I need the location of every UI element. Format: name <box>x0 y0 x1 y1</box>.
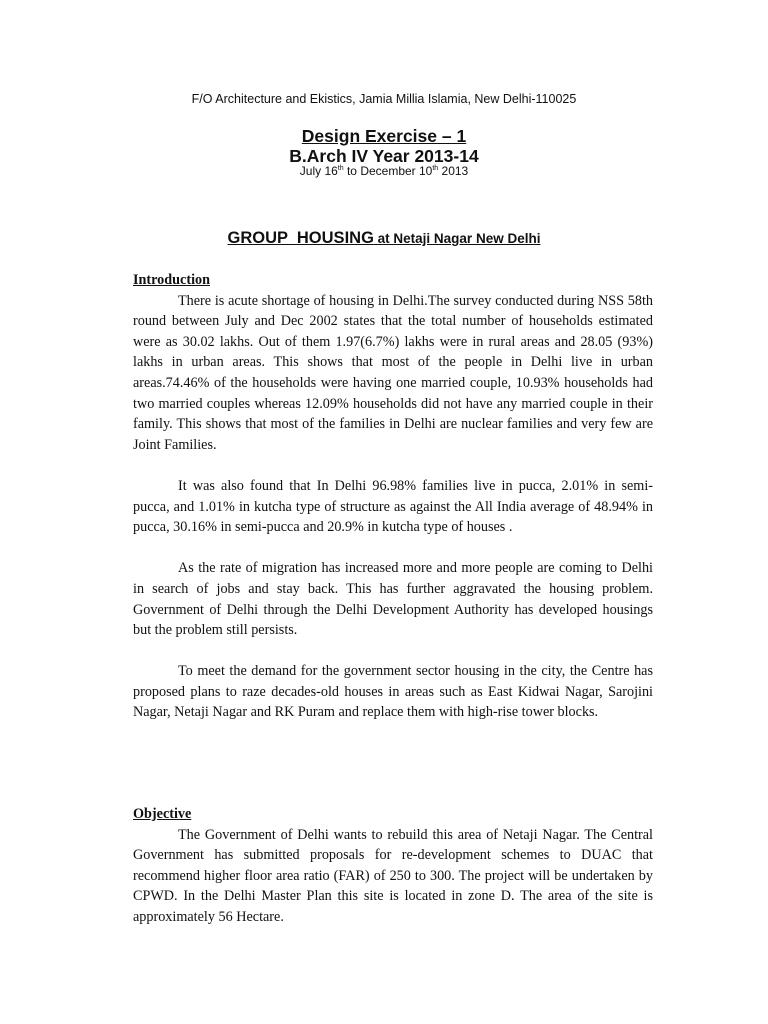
institution-header: F/O Architecture and Ekistics, Jamia Millia Islamia, New Delhi-110025 <box>191 92 577 106</box>
course-year: B.Arch IV Year 2013-14 <box>289 146 479 166</box>
project-title <box>0 229 768 248</box>
dates-end-superscript: th <box>432 165 439 172</box>
dates-prefix: July 16 <box>299 164 338 178</box>
project-title-main: GROUP HOUSING <box>227 229 374 247</box>
project-title-location: at Netaji Nagar New Delhi <box>373 231 541 246</box>
introduction-paragraph: There is acute shortage of housing in Delhi.The survey conducted during NSS 58th round between July and Dec 2002 states that the total number of households estimated were as 30.02 lakhs. Out of them 1.97(6.7%) lakhs were in rural areas and 28.05 (93%) lakhs in urban areas. This shows that most of the people in Delhi live in urban areas.74.46% of the households were having one married couple, 10.93% households had two married couples whereas 12.09% households did not have any married couple in their family. This shows that most of the families in Delhi are nuclear families and very few are Joint Families. <box>133 292 653 453</box>
introduction-paragraph: It was also found that In Delhi 96.98% families live in pucca, 2.01% in semi-pucca, and 1.01% in kutcha type of structure as against the All India average of 48.94% in pucca, 30.16% in semi-pucca and 20.9% in kutcha type of houses . <box>133 477 653 536</box>
introduction-paragraph: As the rate of migration has increased more and more people are coming to Delhi in search of jobs and stay back. This has further aggravated the housing problem. Government of Delhi through the Delhi Development Authority has developed housings but the problem still persists. <box>133 560 653 639</box>
objective-section <box>133 804 653 928</box>
exercise-dates <box>0 164 768 178</box>
dates-middle: to December 10 <box>343 164 433 178</box>
dates-start-superscript: th <box>337 165 344 172</box>
introduction-paragraph: To meet the demand for the government sector housing in the city, the Centre has proposed plans to raze decades-old houses in areas such as East Kidwai Nagar, Sarojini Nagar, Netaji Nagar and RK Puram and replace them with high-rise tower blocks. <box>133 663 653 721</box>
dates-suffix: 2013 <box>438 164 469 178</box>
introduction-heading: Introduction <box>133 272 210 288</box>
exercise-title: Design Exercise – 1 <box>301 126 467 146</box>
introduction-section <box>133 270 653 723</box>
objective-heading: Objective <box>133 806 192 822</box>
objective-paragraph: The Government of Delhi wants to rebuild this area of Netaji Nagar. The Central Government has submitted proposals for re-development schemes to DUAC that recommend higher floor area ratio (FAR) of 250 to 300. The project will be undertaken by CPWD. In the Delhi Master Plan this site is located in zone D. The area of the site is approximately 56 Hectare. <box>133 826 653 925</box>
